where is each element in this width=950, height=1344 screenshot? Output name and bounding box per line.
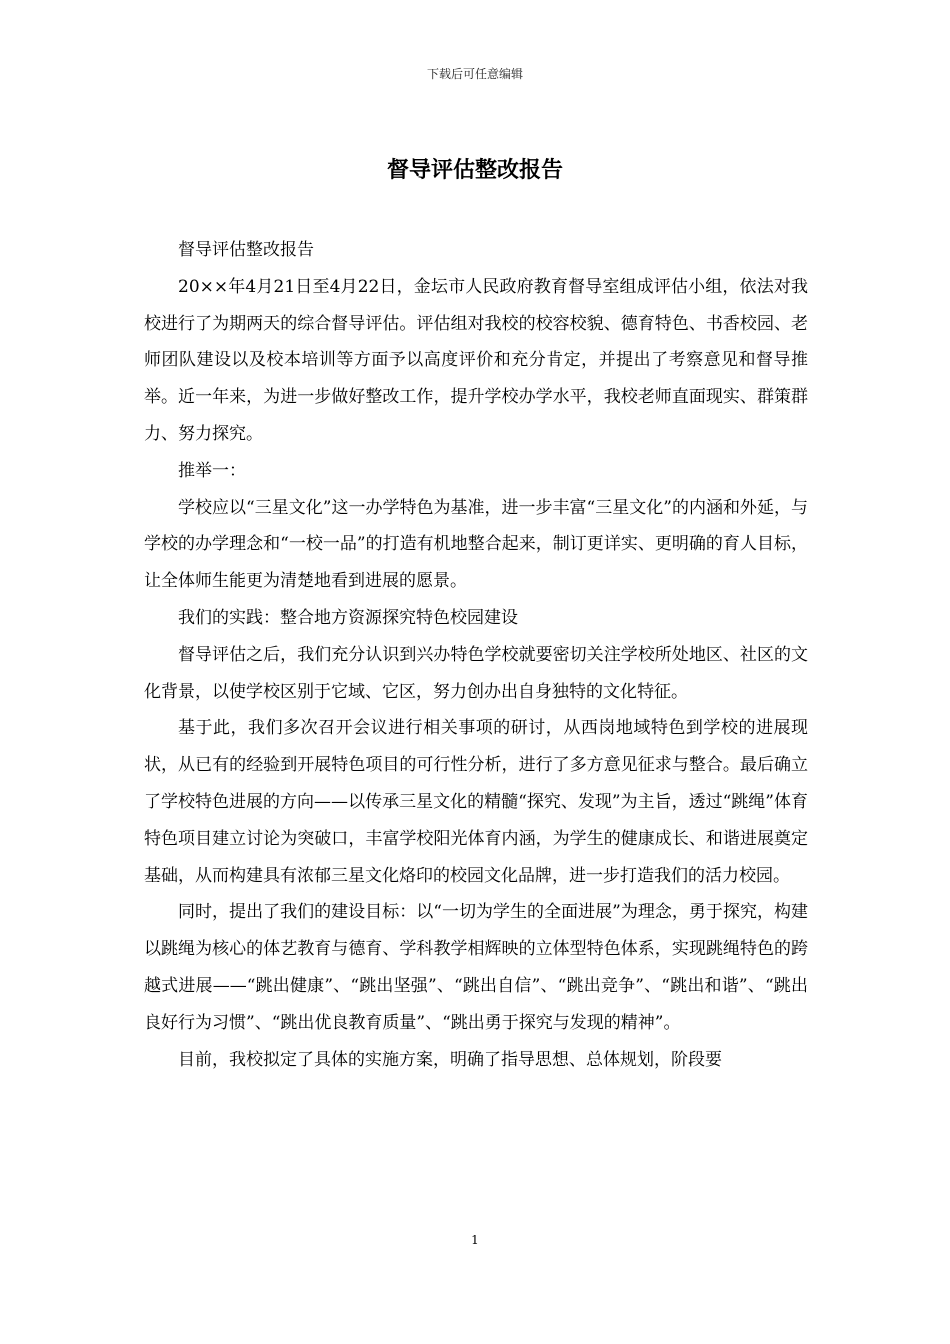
body-paragraph: 目前，我校拟定了具体的实施方案，明确了指导思想、总体规划，阶段要 <box>178 1049 722 1070</box>
body-paragraph: 学校应以“三星文化”这一办学特色为基准，进一步丰富“三星文化”的内涵和外延，与学校的办学理念和“一校一品”的打造有机地整合起来，制订更详实、更明确的育人目标，让全体师生能更为清楚地看到进展的愿景。 <box>144 497 808 592</box>
body-paragraph: 督导评估整改报告 <box>178 240 314 260</box>
body-paragraph: 同时，提出了我们的建设目标：以“一切为学生的全面进展”为理念，勇于探究，构建以跳绳为核心的体艺教育与德育、学科教学相辉映的立体型特色体系，实现跳绳特色的跨越式进展——“跳出健康”、“跳出坚强”、“跳出自信”、“跳出竞争”、“跳出和谐”、“跳出良好行为习惯”、“跳出优良教育质量”、“跳出勇于探究与发现的精神”。 <box>144 902 808 1033</box>
body-paragraph: 督导评估之后，我们充分认识到兴办特色学校就要密切关注学校所处地区、社区的文化背景，以使学校区别于它域、它区，努力创办出自身独特的文化特征。 <box>144 644 808 702</box>
page-number: 1 <box>471 1233 479 1247</box>
body-paragraph: 我们的实践：整合地方资源探究特色校园建设 <box>178 607 518 628</box>
body-paragraph: 20××年4月21日至4月22日，金坛市人民政府教育督导室组成评估小组，依法对我校进行了为期两天的综合督导评估。评估组对我校的校容校貌、德育特色、书香校园、老师团队建设以及校本培训等方面予以高度评价和充分肯定，并提出了考察意见和督导推举。近一年来，为进一步做好整改工作，提升学校办学水平，我校老师直面现实、群策群力、努力探究。 <box>144 276 808 444</box>
header-note: 下载后可任意编辑 <box>426 67 523 81</box>
body-paragraph: 推举一： <box>178 460 246 481</box>
document-title: 督导评估整改报告 <box>386 157 563 183</box>
document-body <box>144 232 808 1078</box>
body-paragraph: 基于此，我们多次召开会议进行相关事项的研讨，从西岗地域特色到学校的进展现状，从已有的经验到开展特色项目的可行性分析，进行了多方意见征求与整合。最后确立了学校特色进展的方向——以传承三星文化的精髓“探究、发现”为主旨，透过“跳绳”体育特色项目建立讨论为突破口，丰富学校阳光体育内涵，为学生的健康成长、和谐进展奠定基础，从而构建具有浓郁三星文化烙印的校园文化品牌，进一步打造我们的活力校园。 <box>144 718 808 886</box>
